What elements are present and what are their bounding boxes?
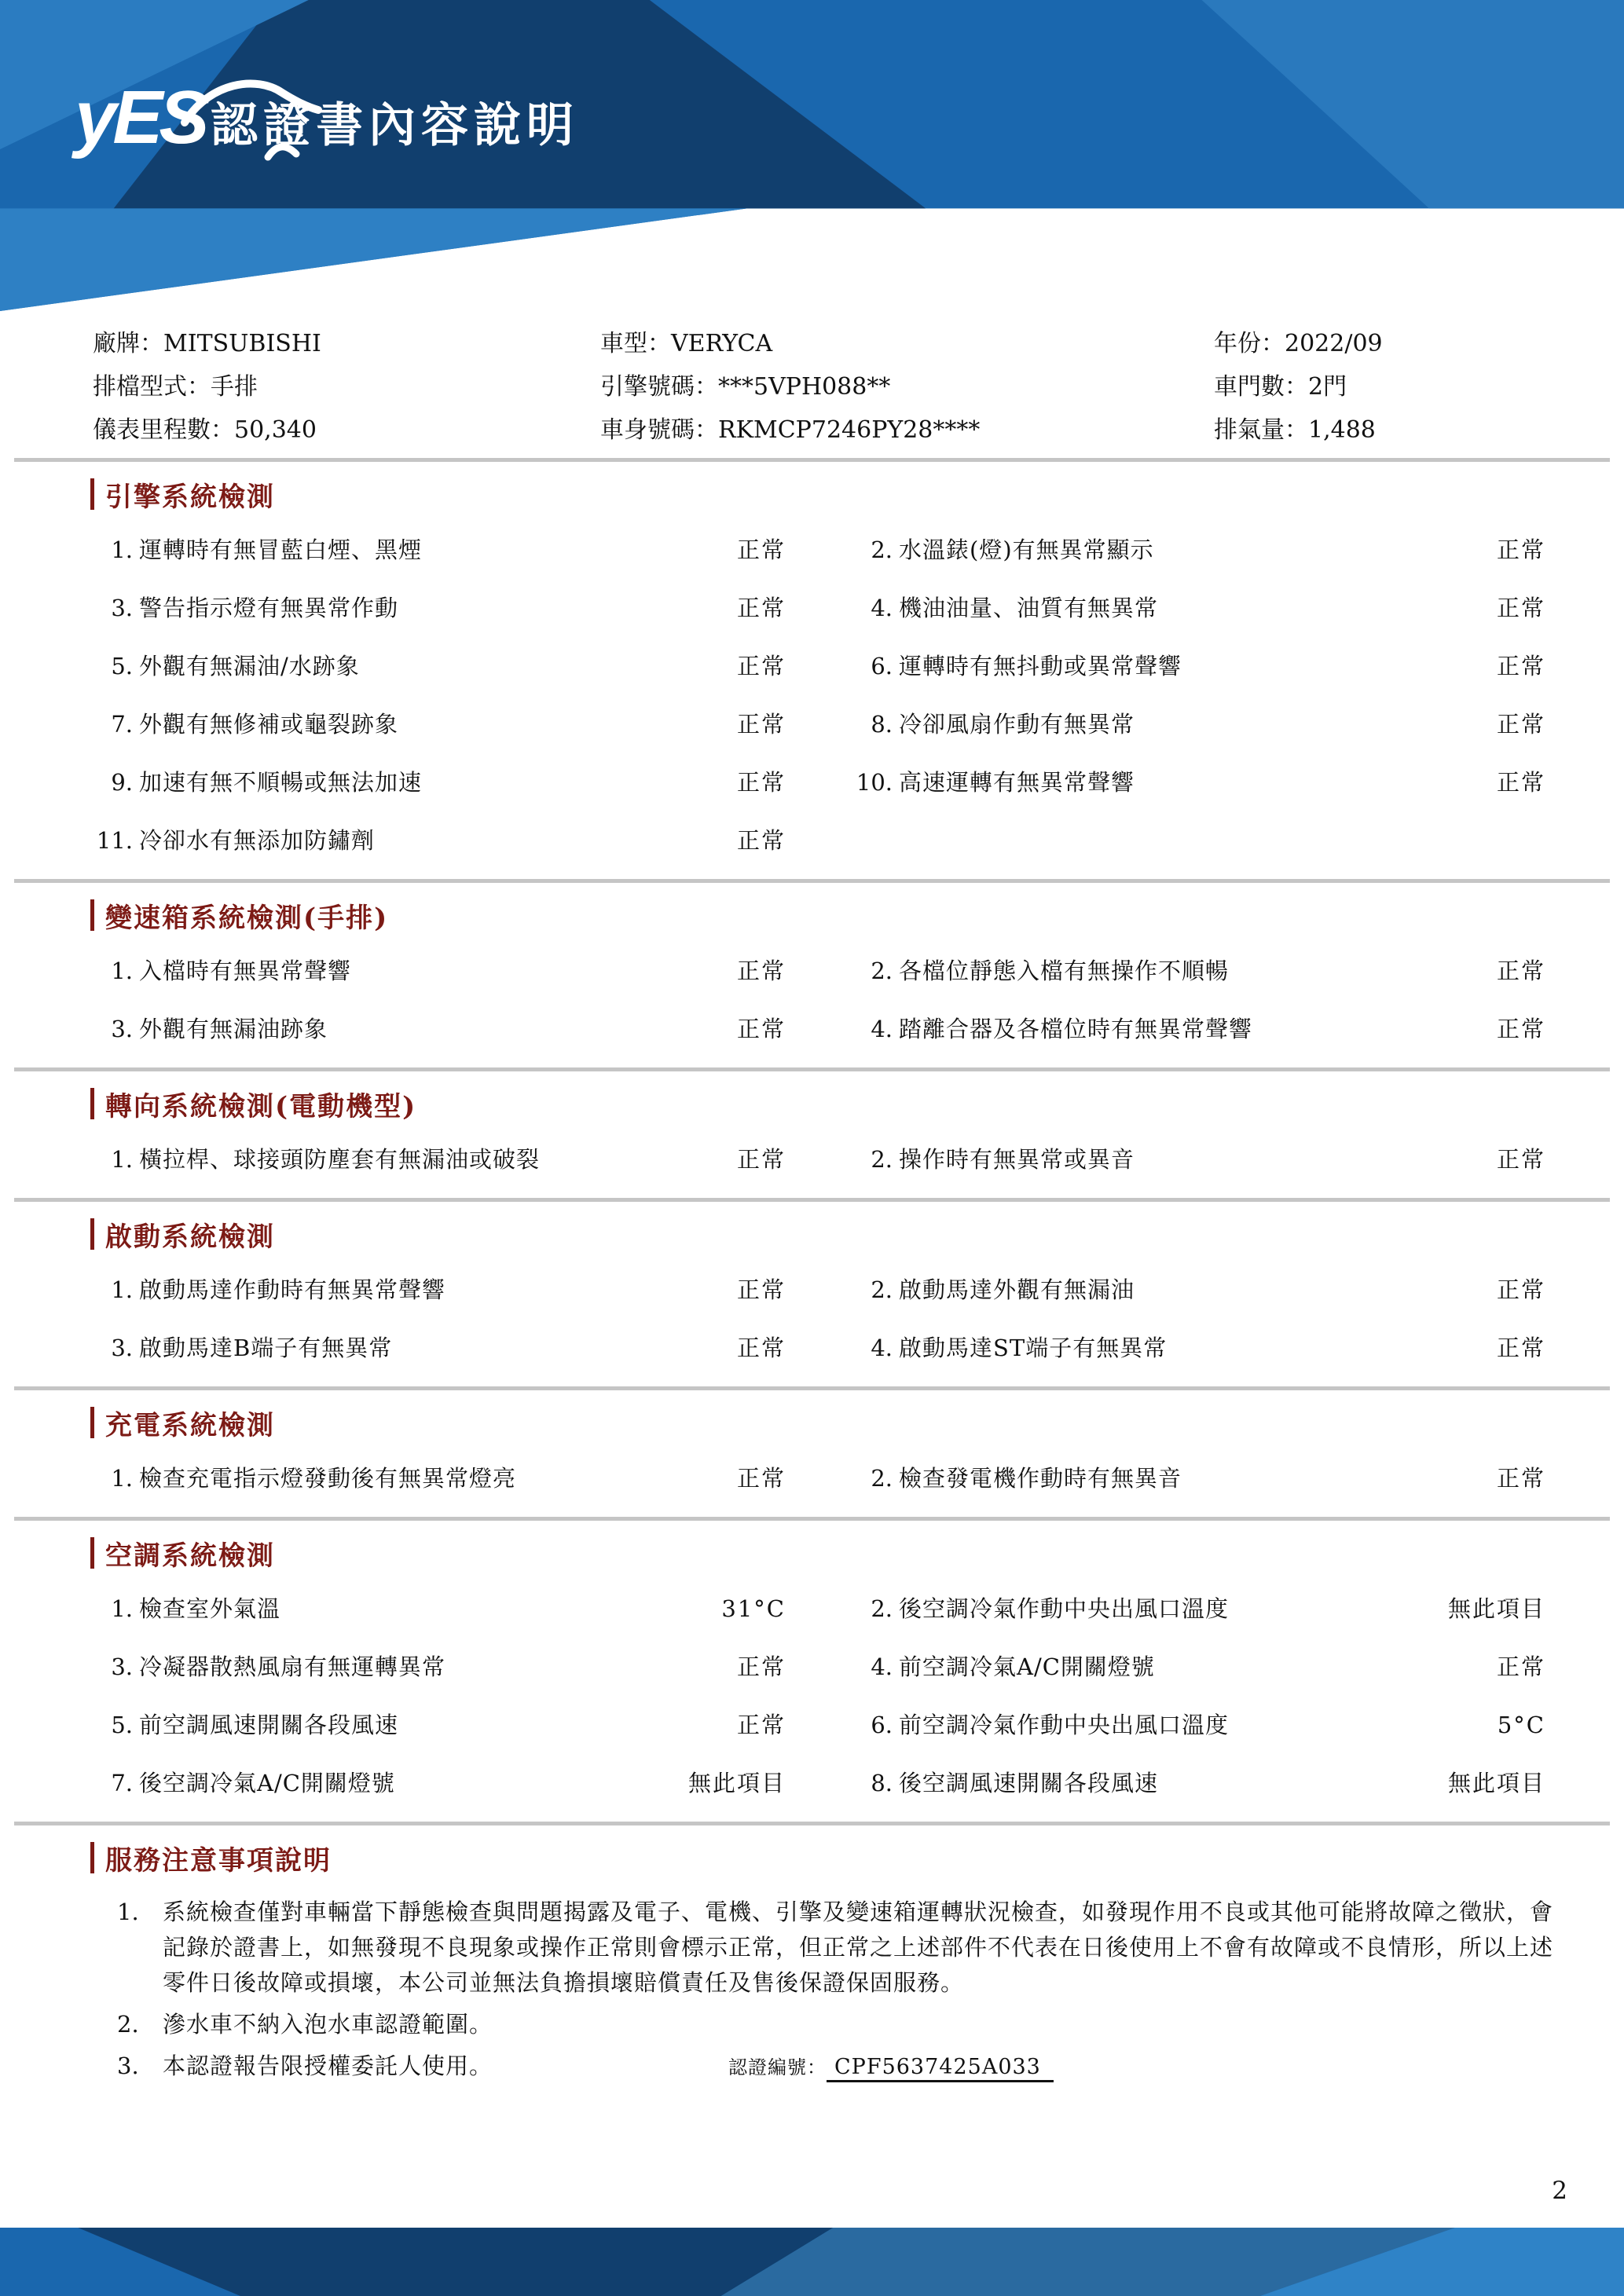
inspection-item [850,765,1545,797]
inspection-item [90,1012,786,1044]
section-title-bar [90,1537,94,1569]
section-service-notes [0,1840,1624,2085]
item-number: 2. [871,1276,893,1303]
inspection-item [850,1766,1545,1798]
item-number: 2. [871,1146,893,1173]
note-text: 滲水車不納入泡水車認證範圍。 [163,2011,493,2038]
section-items [90,1142,1545,1174]
inspection-item [90,533,786,565]
section-title: 變速箱系統檢測(手排) [90,897,1545,933]
item-status: 正常 [736,1653,786,1680]
section-title-bar [90,1218,94,1250]
note-number: 2. [117,2011,139,2038]
item-status: 正常 [736,595,786,621]
section-steering [0,1086,1624,1174]
item-number: 5. [111,1712,133,1738]
item-number: 1. [111,1276,133,1303]
inspection-item [90,1273,786,1305]
page-title: 認證書內容說明 [211,99,579,152]
divider [14,1067,1610,1071]
item-number: 5. [111,653,133,679]
item-number: 8. [871,1770,893,1796]
section-title-bar [90,1842,94,1873]
item-text: 冷卻水有無添加防鏽劑 [139,827,376,854]
item-status: 正常 [1496,1146,1545,1173]
info-odometer: 儀表里程數：50,340 [93,416,317,444]
item-status: 正常 [736,1016,786,1042]
item-text: 機油油量、油質有無異常 [899,595,1159,621]
item-text: 警告指示燈有無異常作動 [139,595,399,621]
section-title: 引擎系統檢測 [90,476,1545,512]
divider [14,1198,1610,1202]
section-title-bar [90,478,94,510]
item-text: 檢查室外氣溫 [139,1595,281,1622]
inspection-item [90,765,786,797]
item-number: 10. [856,769,893,796]
section-title-bar [90,1407,94,1438]
note-number: 3. [117,2052,139,2079]
inspection-item [850,1142,1545,1174]
item-text: 外觀有無修補或龜裂跡象 [139,711,399,738]
item-text: 前空調冷氣作動中央出風口溫度 [899,1712,1230,1738]
inspection-item [850,1331,1545,1363]
item-number: 2. [871,1465,893,1492]
inspection-item [850,707,1545,739]
item-number: 11. [96,827,133,854]
item-number: 9. [111,769,133,796]
inspection-item [850,954,1545,986]
item-status: 正常 [1496,1653,1545,1680]
info-transmission-type: 排檔型式：手排 [93,373,258,401]
item-number: 6. [871,653,893,679]
inspection-item [90,1650,786,1682]
item-text: 水溫錶(燈)有無異常顯示 [899,536,1154,563]
item-number: 1. [111,958,133,984]
item-status: 正常 [736,769,786,796]
item-text: 外觀有無漏油/水跡象 [139,653,360,679]
item-text: 各檔位靜態入檔有無操作不順暢 [899,958,1230,984]
item-text: 高速運轉有無異常聲響 [899,769,1135,796]
divider [14,1517,1610,1521]
item-number: 3. [111,1016,133,1042]
section-items [90,954,1545,1044]
item-status: 5°C [1497,1712,1545,1738]
inspection-item [90,1142,786,1174]
header [0,0,1624,311]
item-text: 檢查充電指示燈發動後有無異常燈亮 [139,1465,517,1492]
item-text: 踏離合器及各檔位時有無異常聲響 [899,1016,1253,1042]
item-text: 外觀有無漏油跡象 [139,1016,328,1042]
item-number: 4. [871,1653,893,1680]
item-status: 正常 [1496,653,1545,679]
item-status: 正常 [736,1335,786,1361]
note-text: 本認證報告限授權委託人使用。 認證編號： CPF5637425A033 [163,2049,1553,2085]
info-displacement: 排氣量：1,488 [1214,416,1376,444]
yes-logo-text: yES [75,75,206,159]
item-number: 4. [871,1335,893,1361]
item-text: 冷凝器散熱風扇有無運轉異常 [139,1653,446,1680]
inspection-item [850,533,1545,565]
section-title: 充電系統檢測 [90,1404,1545,1441]
inspection-item [90,1461,786,1493]
divider [14,1386,1610,1390]
certificate-number [728,2049,1054,2085]
page-number: 2 [1552,2177,1567,2205]
item-status: 正常 [1496,711,1545,738]
item-text: 運轉時有無冒藍白煙、黑煙 [139,536,423,563]
item-number: 4. [871,595,893,621]
note-item [90,2007,1553,2042]
note-number: 1. [117,1899,139,1925]
item-number: 4. [871,1016,893,1042]
section-transmission [0,897,1624,1044]
item-number: 8. [871,711,893,738]
section-starter [0,1216,1624,1363]
item-status: 正常 [736,958,786,984]
item-number: 7. [111,711,133,738]
note-list [90,1895,1553,2085]
item-number: 2. [871,536,893,563]
item-text: 前空調風速開關各段風速 [139,1712,399,1738]
footer [0,2228,1624,2296]
info-engine-no: 引擎號碼：***5VPH088** [600,373,891,401]
item-text: 操作時有無異常或異音 [899,1146,1135,1173]
item-status: 正常 [736,536,786,563]
item-text: 後空調冷氣作動中央出風口溫度 [899,1595,1230,1622]
inspection-item [850,1591,1545,1624]
item-text: 入檔時有無異常聲響 [139,958,352,984]
item-status: 正常 [736,827,786,854]
inspection-item [850,1012,1545,1044]
item-text: 啟動馬達作動時有無異常聲響 [139,1276,446,1303]
info-brand: 廠牌：MITSUBISHI [93,330,321,357]
section-title-bar [90,1088,94,1119]
item-status: 正常 [736,1712,786,1738]
inspection-item [90,954,786,986]
section-charging [0,1404,1624,1493]
item-status: 正常 [736,653,786,679]
inspection-item [90,1331,786,1363]
item-text: 冷卻風扇作動有無異常 [899,711,1135,738]
item-status: 正常 [736,1465,786,1492]
section-title: 服務注意事項說明 [90,1840,1553,1876]
item-status: 正常 [1496,1335,1545,1361]
item-number: 3. [111,1653,133,1680]
item-number: 1. [111,536,133,563]
inspection-item [850,649,1545,681]
section-title-bar [90,899,94,931]
item-status: 正常 [1496,595,1545,621]
inspection-item [90,823,786,855]
certificate-number-label: 認證編號： [728,2056,827,2078]
inspection-item [850,1650,1545,1682]
section-engine [0,476,1624,855]
item-status: 無此項目 [1447,1595,1545,1622]
item-text: 檢查發電機作動時有無異音 [899,1465,1182,1492]
item-text: 加速有無不順暢或無法加速 [139,769,423,796]
inspection-item [850,1273,1545,1305]
item-text: 運轉時有無抖動或異常聲響 [899,653,1182,679]
item-status: 無此項目 [1447,1770,1545,1796]
inspection-item [90,707,786,739]
section-items [90,533,1545,855]
inspection-item [850,1461,1545,1493]
item-number: 1. [111,1146,133,1173]
inspection-item [90,1766,786,1798]
section-items [90,1273,1545,1363]
item-status: 正常 [1496,1276,1545,1303]
inspection-item [90,1708,786,1740]
item-text: 橫拉桿、球接頭防塵套有無漏油或破裂 [139,1146,541,1173]
item-status: 正常 [1496,958,1545,984]
inspection-item [90,591,786,623]
inspection-item [850,591,1545,623]
item-text: 啟動馬達ST端子有無異常 [899,1335,1168,1361]
item-number: 3. [111,1335,133,1361]
item-status: 正常 [1496,1465,1545,1492]
section-title: 轉向系統檢測(電動機型) [90,1086,1545,1122]
certificate-number-value: CPF5637425A033 [827,2055,1054,2082]
note-item [90,2049,1553,2085]
section-items [90,1591,1545,1798]
info-model: 車型：VERYCA [600,330,773,357]
item-status: 31°C [721,1595,786,1622]
item-status: 正常 [1496,769,1545,796]
vehicle-info [93,322,1624,452]
item-number: 7. [111,1770,133,1796]
item-number: 2. [871,1595,893,1622]
item-number: 6. [871,1712,893,1738]
item-status: 正常 [1496,1016,1545,1042]
item-text: 啟動馬達B端子有無異常 [139,1335,393,1361]
divider [14,879,1610,883]
section-title: 空調系統檢測 [90,1535,1545,1571]
item-number: 2. [871,958,893,984]
divider [14,458,1610,462]
item-number: 1. [111,1595,133,1622]
info-vin: 車身號碼：RKMCP7246PY28**** [600,416,981,444]
item-status: 正常 [736,1146,786,1173]
section-title: 啟動系統檢測 [90,1216,1545,1252]
note-item [90,1895,1553,2001]
inspection-item [90,1591,786,1624]
info-year: 年份：2022/09 [1214,330,1383,357]
section-aircon [0,1535,1624,1798]
inspection-item [850,1708,1545,1740]
item-number: 1. [111,1465,133,1492]
item-text: 前空調冷氣A/C開關燈號 [899,1653,1155,1680]
item-number: 3. [111,595,133,621]
item-text: 後空調冷氣A/C開關燈號 [139,1770,395,1796]
info-doors: 車門數：2門 [1214,373,1347,401]
item-status: 正常 [1496,536,1545,563]
item-text: 後空調風速開關各段風速 [899,1770,1159,1796]
item-status: 正常 [736,711,786,738]
item-text: 啟動馬達外觀有無漏油 [899,1276,1135,1303]
item-status: 正常 [736,1276,786,1303]
divider [14,1822,1610,1825]
inspection-item [90,649,786,681]
section-items [90,1461,1545,1493]
item-status: 無此項目 [687,1770,786,1796]
note-text: 系統檢查僅對車輛當下靜態檢查與問題揭露及電子、電機、引擎及變速箱運轉狀況檢查，如發現作用不良或其他可能將故障之徵狀，會記錄於證書上，如無發現不良現象或操作正常則會標示正常，但正常之上述部件不代表在日後使用上不會有故障或不良情形，所以上述零件日後故障或損壞，本公司並無法負擔損壞賠償責任及售後保證保固服務。 [163,1899,1554,1996]
